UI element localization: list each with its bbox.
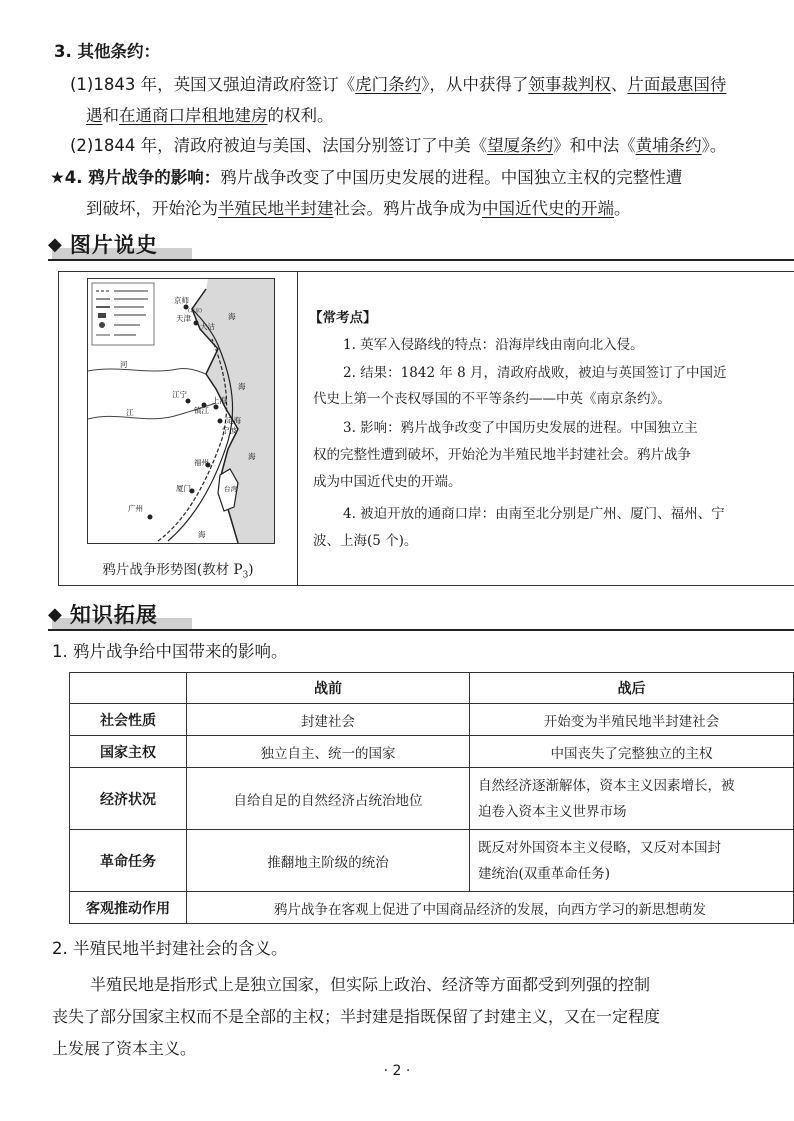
label-hai-1: 海 xyxy=(228,312,236,321)
key-point-2b: 代史上第一个丧权辱国的不平等条约——中英《南京条约》。 xyxy=(313,391,671,407)
cell-before: 独立自主、统一的国家 xyxy=(187,736,470,768)
answer-blank: 片面最惠国待 xyxy=(627,75,727,94)
section3-heading: 3. 其他条约： xyxy=(54,42,160,61)
diamond-icon: ◆ xyxy=(48,603,62,625)
text: 》和中法《 xyxy=(553,136,636,155)
cell-after: 中国丧失了完整独立的主权 xyxy=(470,736,794,768)
picture-box xyxy=(58,271,794,586)
banner-title: 知识拓展 xyxy=(69,603,158,627)
text: 到破坏，开始沦为 xyxy=(86,199,218,218)
map-image xyxy=(88,279,274,543)
label-tianjin: 天津 xyxy=(176,314,191,323)
table-row xyxy=(70,892,794,924)
key-point-2a: 2. 结果：1842 年 8 月，清政府战败，被迫与英国签订了中国近 xyxy=(343,365,727,381)
ext2-paragraph-line2: 丧失了部分国家主权而不是全部的主权；半封建是指既保留了封建主义，又在一定程度 xyxy=(52,1007,661,1026)
row-label: 客观推动作用 xyxy=(70,892,187,924)
text: 。 xyxy=(614,199,631,218)
label-dagu: 大沽 xyxy=(200,322,215,331)
key-point-3a: 3. 影响：鸦片战争改变了中国历史发展的进程。中国独立主 xyxy=(343,420,698,436)
map-caption xyxy=(59,558,297,581)
cell-after xyxy=(470,768,794,830)
section4-title: 4. 鸦片战争的影响： xyxy=(64,168,221,187)
opium-war-map xyxy=(87,278,275,544)
answer-blank: 领事裁判权 xyxy=(528,75,611,94)
yellow-river xyxy=(88,368,206,374)
key-point-3c: 成为中国近代史的开端。 xyxy=(313,474,462,490)
text: (2)1844 年，清政府被迫与美国、法国分别签订了中美《 xyxy=(70,136,488,155)
banner-rule xyxy=(48,259,794,261)
section3-item1-line2 xyxy=(86,104,334,128)
label-he: 河 xyxy=(120,360,128,369)
cell-before: 推翻地主阶级的统治 xyxy=(187,830,470,892)
label-shanghai: 上海 xyxy=(212,396,227,405)
key-point-3b: 权的完整性遭到破坏，开始沦为半殖民地半封建社会。鸦片战争 xyxy=(313,447,691,463)
row-label: 经济状况 xyxy=(70,768,187,830)
label-ningbo: 宁波 xyxy=(222,426,237,435)
label-beijing: 京师 xyxy=(174,296,189,305)
answer-blank: 半殖民地半封建 xyxy=(218,199,334,218)
cell-after: 开始变为半殖民地半封建社会 xyxy=(470,704,794,736)
section3-item2 xyxy=(70,134,726,158)
table-row xyxy=(70,830,794,892)
map-cell xyxy=(59,272,298,585)
text: 、 xyxy=(610,75,628,94)
star-icon: ★ xyxy=(50,168,65,187)
table-header-empty xyxy=(70,673,187,704)
label-xiamen: 厦门 xyxy=(176,484,191,493)
label-jiang: 江 xyxy=(126,408,134,417)
answer-blank: 在通商口岸租地建房 xyxy=(119,106,268,125)
answer-blank: 遇 xyxy=(86,106,103,125)
text: 社会。鸦片战争成为 xyxy=(333,199,482,218)
text: 的权利。 xyxy=(267,106,334,125)
row-label: 国家主权 xyxy=(70,736,187,768)
label-taiwan: 台湾 xyxy=(224,485,237,493)
cell-after-line: 迫卷入资本主义世界市场 xyxy=(478,803,627,820)
cell-merged: 鸦片战争在客观上促进了中国商品经济的发展，向西方学习的新思想萌发 xyxy=(187,892,794,924)
answer-blank: 望厦条约 xyxy=(487,136,554,155)
banner-knowledge-extension xyxy=(48,598,158,630)
table-row xyxy=(70,736,794,768)
table-row xyxy=(70,768,794,830)
impact-table xyxy=(69,672,794,924)
banner-title: 图片说史 xyxy=(69,233,158,257)
label-zhenjiang: 镇江 xyxy=(194,406,209,415)
label-hai-4: 海 xyxy=(198,530,206,539)
table-row xyxy=(70,704,794,736)
label-guangzhou: 广州 xyxy=(128,504,143,513)
answer-blank: 虎门条约 xyxy=(355,75,422,94)
ext2-title: 2. 半殖民地半封建社会的含义。 xyxy=(52,939,288,958)
cell-after-line: 既反对外国资本主义侵略，又反对本国封 xyxy=(478,839,721,856)
key-point-1: 1. 英军入侵路线的特点：沿海岸线由南向北入侵。 xyxy=(343,337,644,353)
label-fuzhou: 福州 xyxy=(194,458,209,467)
diamond-icon: ◆ xyxy=(48,233,62,255)
cell-after-line: 自然经济逐渐解体，资本主义因素增长，被 xyxy=(478,777,735,794)
table-header-before: 战前 xyxy=(187,673,470,704)
answer-blank: 黄埔条约 xyxy=(635,136,702,155)
text: (1)1843 年，英国又强迫清政府签订《 xyxy=(70,75,356,94)
caption-text: 鸦片战争形势图(教材 P xyxy=(102,562,243,578)
section4-line1 xyxy=(50,166,682,190)
ext2-paragraph-line3: 上发展了资本主义。 xyxy=(52,1039,197,1058)
label-beijing-note: (北京) xyxy=(188,308,202,314)
cell-after-line: 建统治(双重革命任务) xyxy=(478,865,611,882)
label-dinghai: 定海 xyxy=(226,416,241,425)
ext1-title: 1. 鸦片战争给中国带来的影响。 xyxy=(52,642,288,661)
banner-rule xyxy=(48,629,794,631)
text: 和 xyxy=(102,106,119,125)
cell-before: 自给自足的自然经济占统治地位 xyxy=(187,768,470,830)
banner-picture-history xyxy=(48,228,158,260)
label-hai-3: 海 xyxy=(248,452,256,461)
text: 》。 xyxy=(701,136,727,155)
answer-blank: 中国近代史的开端 xyxy=(482,199,614,218)
key-point-4b: 波、上海(5 个)。 xyxy=(313,533,418,549)
text: 鸦片战争改变了中国历史发展的进程。中国独立主权的完整性遭 xyxy=(220,168,683,187)
table-header-row xyxy=(70,673,794,704)
section4-line2 xyxy=(86,197,631,221)
key-points-title: 【常考点】 xyxy=(309,310,377,326)
label-hai-2: 海 xyxy=(238,382,246,391)
ext2-paragraph-line1: 半殖民地是指形式上是独立国家，但实际上政治、经济等方面都受到列强的控制 xyxy=(90,975,651,994)
row-label: 社会性质 xyxy=(70,704,187,736)
caption-end: ) xyxy=(248,562,254,578)
cell-after xyxy=(470,830,794,892)
page-number: · 2 · xyxy=(383,1063,411,1079)
section3-item1-line1 xyxy=(70,73,726,97)
key-point-4a: 4. 被迫开放的通商口岸：由南至北分别是广州、厦门、福州、宁 xyxy=(343,506,725,522)
label-jiangning: 江宁 xyxy=(172,390,187,399)
row-label: 革命任务 xyxy=(70,830,187,892)
table-header-after: 战后 xyxy=(470,673,794,704)
text: 》，从中获得了 xyxy=(421,75,529,94)
caption-sub: 3 xyxy=(242,570,249,581)
cell-before: 封建社会 xyxy=(187,704,470,736)
